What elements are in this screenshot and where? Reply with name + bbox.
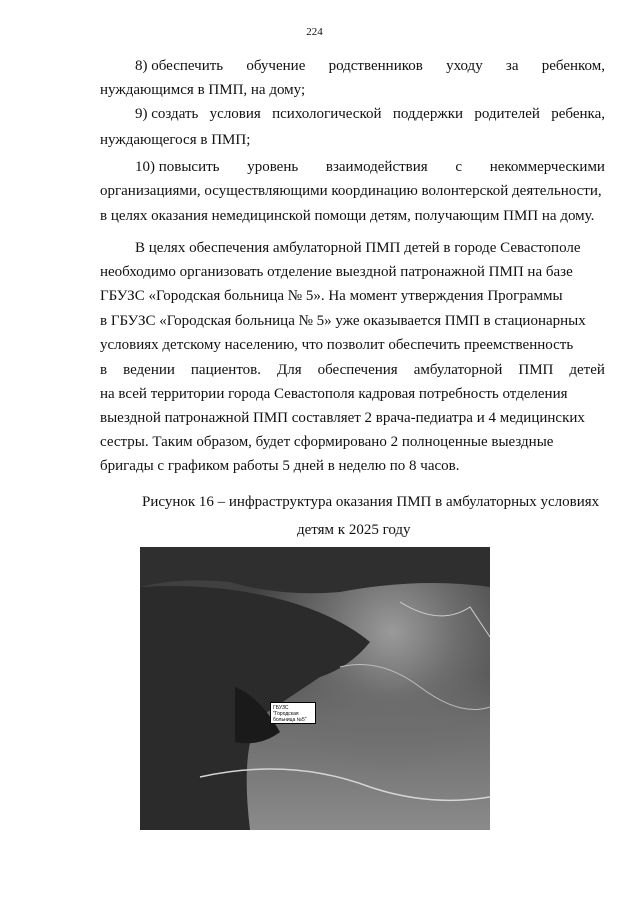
- text-line: сестры. Таким образом, будет сформировано 2 полноценные выездные: [100, 434, 554, 450]
- road: [400, 602, 490, 637]
- text-line: условиях детскому населению, что позволит обеспечить преемственность: [100, 337, 574, 353]
- word: за: [505, 58, 519, 74]
- text-line: В целях обеспечения амбулаторной ПМП детей в городе Севастополе: [135, 240, 581, 256]
- text-line: [135, 104, 605, 124]
- word: в: [100, 362, 108, 378]
- word: 9) создать: [135, 106, 199, 122]
- text-line: бригады с графиком работы 5 дней в неделю по 8 часов.: [100, 458, 460, 474]
- text-line: организациями, осуществляющими координацию волонтерской деятельности,: [100, 183, 602, 199]
- road: [340, 665, 490, 710]
- word: ведении: [123, 362, 175, 378]
- text-line: детям к 2025 году: [297, 522, 411, 538]
- hospital-marker: ГБУЗС "Городская больница №5": [270, 702, 316, 724]
- word: родственников: [328, 58, 423, 74]
- text-line: [135, 157, 605, 177]
- text-line: в целях оказания немедицинской помощи детям, получающим ПМП на дому.: [100, 208, 595, 224]
- word: пациентов.: [190, 362, 262, 378]
- text-line: нуждающимся в ПМП, на дому;: [100, 82, 306, 98]
- text-line: выездной патронажной ПМП составляет 2 врача-педиатра и 4 медицинских: [100, 410, 585, 426]
- text-line: в ГБУЗС «Городская больница № 5» уже оказывается ПМП в стационарных: [100, 313, 586, 329]
- page-number: 224: [306, 26, 323, 38]
- word: взаимодействия: [325, 159, 428, 175]
- word: амбулаторной: [413, 362, 503, 378]
- word: с: [455, 159, 463, 175]
- word: родителей: [474, 106, 540, 122]
- word: детей: [569, 362, 605, 378]
- sea-north: [140, 547, 490, 593]
- text-line: на всей территории города Севастополя кадровая потребность отделения: [100, 386, 568, 402]
- word: уходу: [446, 58, 483, 74]
- word: уровень: [247, 159, 299, 175]
- word: условия: [209, 106, 261, 122]
- text-line: нуждающегося в ПМП;: [100, 132, 251, 148]
- word: 8) обеспечить: [135, 58, 224, 74]
- word: обучение: [246, 58, 306, 74]
- word: ребенком,: [541, 58, 605, 74]
- text-line: ГБУЗС «Городская больница № 5». На момент утверждения Программы: [100, 288, 563, 304]
- map-figure: [140, 547, 490, 830]
- map-terrain: [140, 547, 490, 830]
- word: Для: [277, 362, 302, 378]
- word: психологической: [272, 106, 382, 122]
- word: обеспечения: [317, 362, 398, 378]
- text-line: необходимо организовать отделение выездной патронажной ПМП на базе: [100, 264, 573, 280]
- word: некоммерческими: [489, 159, 605, 175]
- text-line: [100, 360, 605, 380]
- text-line: [135, 56, 605, 76]
- word: поддержки: [392, 106, 464, 122]
- word: ребенка,: [551, 106, 605, 122]
- word: 10) повысить: [135, 159, 220, 175]
- word: ПМП: [518, 362, 554, 378]
- text-line: Рисунок 16 – инфраструктура оказания ПМП в амбулаторных условиях: [142, 494, 600, 510]
